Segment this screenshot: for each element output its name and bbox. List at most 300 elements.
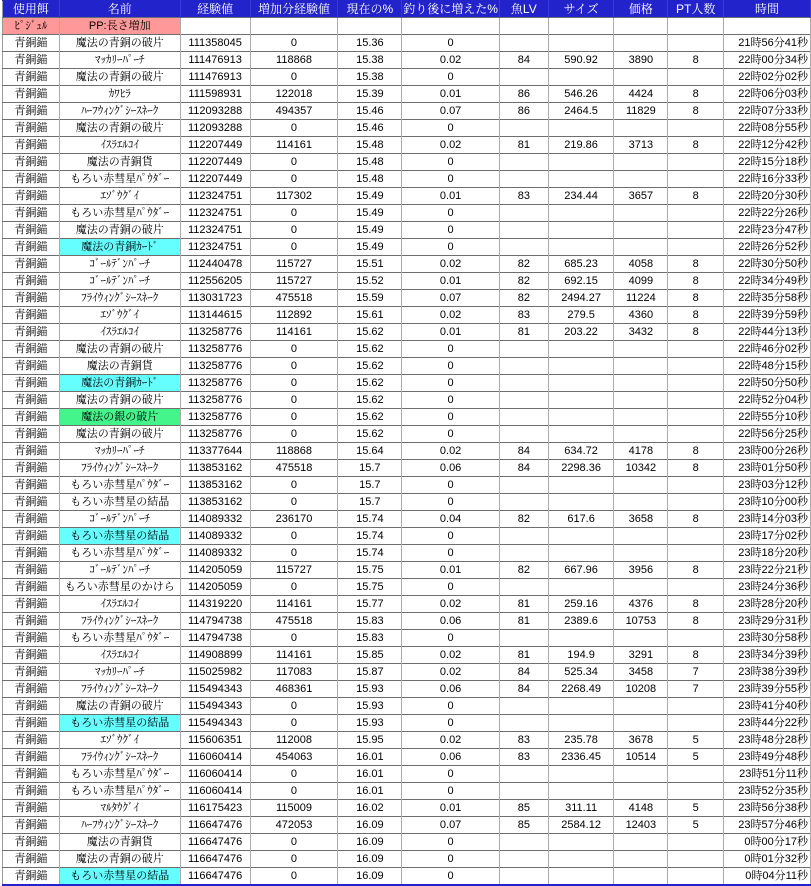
cell-bait[interactable]: 青銅錨 — [3, 528, 60, 545]
cell-name[interactable]: ﾌﾗｲｳｨﾝｸﾞｼｰｽﾈｰｸ — [59, 290, 180, 307]
cell-lv[interactable] — [499, 392, 548, 409]
cell-gainPct[interactable]: 0 — [402, 698, 500, 715]
cell-time[interactable]: 22時22分26秒 — [724, 205, 811, 222]
cell-gain[interactable]: 118868 — [250, 52, 338, 69]
cell-bait[interactable]: 青銅錨 — [3, 86, 60, 103]
cell-size[interactable] — [548, 783, 614, 800]
cell-size[interactable] — [548, 358, 614, 375]
cell-name[interactable]: 魔法の青銅ｶｰﾄﾞ — [59, 239, 180, 256]
cell-gain[interactable]: 0 — [250, 477, 338, 494]
cell-time[interactable]: 0時00分17秒 — [724, 834, 811, 851]
cell-pct[interactable]: 15.48 — [338, 137, 402, 154]
cell-pt[interactable]: 8 — [668, 443, 724, 460]
cell-bait[interactable]: 青銅錨 — [3, 664, 60, 681]
cell-price[interactable] — [614, 205, 668, 222]
cell-time[interactable]: 23時57分46秒 — [724, 817, 811, 834]
cell-gain[interactable]: 454063 — [250, 749, 338, 766]
cell-price[interactable] — [614, 528, 668, 545]
cell-price[interactable] — [614, 868, 668, 886]
cell-lv[interactable] — [499, 154, 548, 171]
cell-time[interactable]: 22時50分50秒 — [724, 375, 811, 392]
cell-size[interactable]: 2584.12 — [548, 817, 614, 834]
cell-time[interactable]: 22時26分52秒 — [724, 239, 811, 256]
cell-price[interactable]: 4360 — [614, 307, 668, 324]
header-time[interactable]: 時間 — [724, 1, 811, 18]
cell-lv[interactable] — [499, 375, 548, 392]
cell-lv[interactable] — [499, 69, 548, 86]
cell-exp[interactable]: 113853162 — [180, 460, 250, 477]
cell-pct[interactable]: 16.09 — [338, 834, 402, 851]
cell-lv[interactable] — [499, 409, 548, 426]
cell-gainPct[interactable]: 0.01 — [402, 800, 500, 817]
cell-name[interactable]: ｶﾜﾋﾗ — [59, 86, 180, 103]
cell-lv[interactable]: 86 — [499, 103, 548, 120]
cell-bait[interactable]: 青銅錨 — [3, 120, 60, 137]
cell-pct[interactable]: 16.01 — [338, 783, 402, 800]
cell-lv[interactable]: 81 — [499, 596, 548, 613]
cell-size[interactable]: 2389.6 — [548, 613, 614, 630]
cell-pct[interactable]: 15.7 — [338, 494, 402, 511]
cell-gain[interactable]: 468361 — [250, 681, 338, 698]
cell-time[interactable]: 22時08分55秒 — [724, 120, 811, 137]
cell-lv[interactable]: 82 — [499, 562, 548, 579]
cell-gainPct[interactable]: 0 — [402, 868, 500, 886]
cell-gain[interactable]: 117083 — [250, 664, 338, 681]
cell-lv[interactable] — [499, 239, 548, 256]
cell-size[interactable] — [548, 494, 614, 511]
cell-bait[interactable]: 青銅錨 — [3, 477, 60, 494]
cell-name[interactable]: ﾏｯｶﾘｰﾊﾟｰﾁ — [59, 664, 180, 681]
cell-price[interactable]: 4099 — [614, 273, 668, 290]
empty-cell[interactable] — [180, 18, 250, 35]
cell-size[interactable]: 235.78 — [548, 732, 614, 749]
cell-pt[interactable]: 8 — [668, 103, 724, 120]
cell-exp[interactable]: 112440478 — [180, 256, 250, 273]
cell-pct[interactable]: 15.49 — [338, 222, 402, 239]
cell-time[interactable]: 22時46分02秒 — [724, 341, 811, 358]
cell-gainPct[interactable]: 0 — [402, 630, 500, 647]
cell-pct[interactable]: 15.51 — [338, 256, 402, 273]
cell-time[interactable]: 0時01分32秒 — [724, 851, 811, 868]
cell-pct[interactable]: 15.62 — [338, 392, 402, 409]
cell-time[interactable]: 23時48分28秒 — [724, 732, 811, 749]
cell-exp[interactable]: 116647476 — [180, 834, 250, 851]
cell-time[interactable]: 22時12分42秒 — [724, 137, 811, 154]
cell-size[interactable]: 634.72 — [548, 443, 614, 460]
header-bait[interactable]: 使用餌 — [3, 1, 60, 18]
cell-name[interactable]: ﾏｯｶﾘｰﾊﾟｰﾁ — [59, 52, 180, 69]
cell-gainPct[interactable]: 0 — [402, 120, 500, 137]
cell-bait[interactable]: 青銅錨 — [3, 732, 60, 749]
cell-pct[interactable]: 15.52 — [338, 273, 402, 290]
cell-size[interactable]: 692.15 — [548, 273, 614, 290]
cell-price[interactable]: 10342 — [614, 460, 668, 477]
cell-exp[interactable]: 114319220 — [180, 596, 250, 613]
cell-exp[interactable]: 116647476 — [180, 817, 250, 834]
cell-name[interactable]: 魔法の青銅の破片 — [59, 69, 180, 86]
cell-exp[interactable]: 112093288 — [180, 120, 250, 137]
cell-gainPct[interactable]: 0 — [402, 409, 500, 426]
cell-gainPct[interactable]: 0.07 — [402, 290, 500, 307]
cell-gainPct[interactable]: 0 — [402, 222, 500, 239]
cell-price[interactable]: 3678 — [614, 732, 668, 749]
cell-name[interactable]: 魔法の青銅の破片 — [59, 851, 180, 868]
cell-bait[interactable]: 青銅錨 — [3, 137, 60, 154]
cell-gainPct[interactable]: 0 — [402, 766, 500, 783]
cell-lv[interactable] — [499, 171, 548, 188]
cell-price[interactable]: 10753 — [614, 613, 668, 630]
cell-name[interactable]: 魔法の青銅の破片 — [59, 341, 180, 358]
cell-size[interactable]: 2298.36 — [548, 460, 614, 477]
cell-pt[interactable] — [668, 868, 724, 886]
cell-bait[interactable]: 青銅錨 — [3, 545, 60, 562]
cell-gain[interactable]: 494357 — [250, 103, 338, 120]
cell-exp[interactable]: 111476913 — [180, 52, 250, 69]
cell-size[interactable] — [548, 341, 614, 358]
header-name[interactable]: 名前 — [59, 1, 180, 18]
cell-name[interactable]: ﾊｰﾌｳｨﾝｸﾞｼｰｽﾈｰｸ — [59, 103, 180, 120]
cell-exp[interactable]: 113258776 — [180, 409, 250, 426]
cell-size[interactable]: 617.6 — [548, 511, 614, 528]
cell-gainPct[interactable]: 0.01 — [402, 562, 500, 579]
cell-gainPct[interactable]: 0.07 — [402, 817, 500, 834]
cell-pt[interactable]: 8 — [668, 613, 724, 630]
cell-gain[interactable]: 0 — [250, 409, 338, 426]
cell-exp[interactable]: 116060414 — [180, 783, 250, 800]
cell-time[interactable]: 23時44分22秒 — [724, 715, 811, 732]
cell-time[interactable]: 22時39分59秒 — [724, 307, 811, 324]
cell-lv[interactable]: 83 — [499, 188, 548, 205]
cell-pt[interactable] — [668, 851, 724, 868]
cell-pct[interactable]: 16.09 — [338, 868, 402, 886]
cell-size[interactable]: 2464.5 — [548, 103, 614, 120]
cell-size[interactable] — [548, 120, 614, 137]
cell-price[interactable] — [614, 545, 668, 562]
cell-pct[interactable]: 15.62 — [338, 409, 402, 426]
cell-pt[interactable] — [668, 579, 724, 596]
cell-pt[interactable]: 5 — [668, 749, 724, 766]
cell-name[interactable]: もろい赤彗星の結晶 — [59, 494, 180, 511]
cell-gainPct[interactable]: 0.06 — [402, 749, 500, 766]
cell-size[interactable] — [548, 171, 614, 188]
cell-exp[interactable]: 113031723 — [180, 290, 250, 307]
cell-pt[interactable]: 8 — [668, 188, 724, 205]
cell-pct[interactable]: 15.7 — [338, 477, 402, 494]
cell-exp[interactable]: 112324751 — [180, 222, 250, 239]
header-gain-pct[interactable]: 釣り後に増えた% — [403, 2, 498, 16]
cell-gain[interactable]: 475518 — [250, 460, 338, 477]
cell-size[interactable]: 2268.49 — [548, 681, 614, 698]
cell-time[interactable]: 22時23分47秒 — [724, 222, 811, 239]
cell-time[interactable]: 22時30分50秒 — [724, 256, 811, 273]
cell-price[interactable]: 11224 — [614, 290, 668, 307]
cell-price[interactable] — [614, 239, 668, 256]
cell-gainPct[interactable]: 0 — [402, 545, 500, 562]
cell-gainPct[interactable]: 0 — [402, 579, 500, 596]
cell-name[interactable]: ｴｿﾞｳｸﾞｲ — [59, 188, 180, 205]
cell-size[interactable] — [548, 579, 614, 596]
empty-cell[interactable] — [724, 18, 811, 35]
cell-size[interactable]: 667.96 — [548, 562, 614, 579]
cell-time[interactable]: 23時39分55秒 — [724, 681, 811, 698]
cell-pt[interactable] — [668, 834, 724, 851]
cell-pt[interactable]: 7 — [668, 681, 724, 698]
cell-lv[interactable] — [499, 630, 548, 647]
cell-gainPct[interactable]: 0 — [402, 171, 500, 188]
cell-name[interactable]: 魔法の青銅の破片 — [59, 392, 180, 409]
cell-lv[interactable]: 82 — [499, 273, 548, 290]
cell-pt[interactable]: 8 — [668, 52, 724, 69]
cell-exp[interactable]: 113377644 — [180, 443, 250, 460]
cell-name[interactable]: ｺﾞｰﾙﾃﾞﾝﾊﾟｰﾁ — [59, 256, 180, 273]
cell-name[interactable]: もろい赤彗星の結晶 — [59, 868, 180, 886]
cell-bait[interactable]: 青銅錨 — [3, 562, 60, 579]
cell-name[interactable]: ｺﾞｰﾙﾃﾞﾝﾊﾟｰﾁ — [59, 273, 180, 290]
cell-gainPct[interactable]: 0.02 — [402, 307, 500, 324]
cell-time[interactable]: 23時56分38秒 — [724, 800, 811, 817]
cell-time[interactable]: 23時49分48秒 — [724, 749, 811, 766]
cell-name[interactable]: ﾌﾗｲｳｨﾝｸﾞｼｰｽﾈｰｸ — [59, 681, 180, 698]
cell-gainPct[interactable]: 0.02 — [402, 256, 500, 273]
cell-gainPct[interactable]: 0.02 — [402, 664, 500, 681]
cell-time[interactable]: 23時28分20秒 — [724, 596, 811, 613]
cell-pct[interactable]: 15.48 — [338, 154, 402, 171]
cell-bait[interactable]: 青銅錨 — [3, 749, 60, 766]
cell-gain[interactable]: 122018 — [250, 86, 338, 103]
cell-pct[interactable]: 15.95 — [338, 732, 402, 749]
cell-time[interactable]: 23時29分31秒 — [724, 613, 811, 630]
cell-exp[interactable]: 112207449 — [180, 171, 250, 188]
cell-gain[interactable]: 0 — [250, 426, 338, 443]
cell-pt[interactable]: 8 — [668, 647, 724, 664]
cell-gain[interactable]: 0 — [250, 154, 338, 171]
cell-name[interactable]: ｺﾞｰﾙﾃﾞﾝﾊﾟｰﾁ — [59, 511, 180, 528]
cell-gain[interactable]: 114161 — [250, 647, 338, 664]
cell-exp[interactable]: 113258776 — [180, 341, 250, 358]
cell-lv[interactable]: 81 — [499, 137, 548, 154]
cell-exp[interactable]: 115494343 — [180, 715, 250, 732]
cell-lv[interactable] — [499, 783, 548, 800]
header-gain[interactable]: 増加分経験値 — [250, 1, 338, 18]
cell-pct[interactable]: 16.09 — [338, 817, 402, 834]
cell-name[interactable]: ｲｽﾗｴﾙｺｲ — [59, 137, 180, 154]
cell-lv[interactable]: 84 — [499, 664, 548, 681]
cell-pt[interactable]: 8 — [668, 562, 724, 579]
cell-bait[interactable]: 青銅錨 — [3, 409, 60, 426]
cell-pt[interactable] — [668, 477, 724, 494]
cell-gainPct[interactable]: 0.06 — [402, 681, 500, 698]
cell-name[interactable]: 魔法の青銅の破片 — [59, 426, 180, 443]
cell-exp[interactable]: 116060414 — [180, 749, 250, 766]
cell-pt[interactable] — [668, 120, 724, 137]
cell-price[interactable]: 11829 — [614, 103, 668, 120]
cell-pct[interactable]: 15.59 — [338, 290, 402, 307]
cell-gainPct[interactable]: 0.06 — [402, 613, 500, 630]
cell-price[interactable]: 3890 — [614, 52, 668, 69]
cell-exp[interactable]: 115494343 — [180, 698, 250, 715]
cell-pt[interactable]: 7 — [668, 664, 724, 681]
cell-gainPct[interactable]: 0 — [402, 154, 500, 171]
cell-gainPct[interactable]: 0 — [402, 69, 500, 86]
cell-gain[interactable]: 0 — [250, 392, 338, 409]
cell-size[interactable] — [548, 851, 614, 868]
cell-name[interactable]: ﾊｰﾌｳｨﾝｸﾞｼｰｽﾈｰｸ — [59, 817, 180, 834]
cell-gainPct[interactable]: 0.02 — [402, 732, 500, 749]
cell-pct[interactable]: 15.93 — [338, 715, 402, 732]
cell-lv[interactable] — [499, 341, 548, 358]
cell-size[interactable]: 525.34 — [548, 664, 614, 681]
cell-gainPct[interactable]: 0 — [402, 392, 500, 409]
cell-gain[interactable]: 472053 — [250, 817, 338, 834]
cell-gain[interactable]: 0 — [250, 494, 338, 511]
cell-lv[interactable]: 83 — [499, 749, 548, 766]
cell-pct[interactable]: 15.36 — [338, 35, 402, 52]
cell-price[interactable]: 4424 — [614, 86, 668, 103]
cell-lv[interactable] — [499, 868, 548, 886]
cell-pt[interactable]: 8 — [668, 596, 724, 613]
cell-pct[interactable]: 15.75 — [338, 579, 402, 596]
cell-price[interactable]: 4148 — [614, 800, 668, 817]
cell-gain[interactable]: 0 — [250, 630, 338, 647]
cell-lv[interactable] — [499, 477, 548, 494]
cell-bait[interactable]: 青銅錨 — [3, 103, 60, 120]
cell-gain[interactable]: 112892 — [250, 307, 338, 324]
cell-size[interactable] — [548, 834, 614, 851]
cell-time[interactable]: 23時30分58秒 — [724, 630, 811, 647]
cell-bait[interactable]: 青銅錨 — [3, 494, 60, 511]
cell-lv[interactable]: 86 — [499, 86, 548, 103]
cell-gain[interactable]: 0 — [250, 120, 338, 137]
cell-time[interactable]: 21時56分41秒 — [724, 35, 811, 52]
cell-size[interactable] — [548, 426, 614, 443]
cell-price[interactable] — [614, 222, 668, 239]
cell-exp[interactable]: 113258776 — [180, 375, 250, 392]
cell-name[interactable]: 魔法の青銅ｶｰﾄﾞ — [59, 375, 180, 392]
cell-pt[interactable]: 8 — [668, 324, 724, 341]
cell-exp[interactable]: 113258776 — [180, 426, 250, 443]
header-pt-count[interactable]: PT人数 — [668, 1, 724, 18]
cell-gain[interactable]: 115009 — [250, 800, 338, 817]
cell-name[interactable]: もろい赤彗星ﾊﾟｳﾀﾞｰ — [59, 783, 180, 800]
cell-gain[interactable]: 0 — [250, 222, 338, 239]
cell-gain[interactable]: 0 — [250, 545, 338, 562]
cell-price[interactable]: 3713 — [614, 137, 668, 154]
cell-bait[interactable]: 青銅錨 — [3, 596, 60, 613]
cell-exp[interactable]: 114794738 — [180, 630, 250, 647]
cell-bait[interactable]: 青銅錨 — [3, 154, 60, 171]
cell-price[interactable] — [614, 120, 668, 137]
cell-time[interactable]: 22時35分58秒 — [724, 290, 811, 307]
cell-gainPct[interactable]: 0 — [402, 358, 500, 375]
cell-gain[interactable]: 0 — [250, 528, 338, 545]
cell-lv[interactable]: 81 — [499, 613, 548, 630]
cell-gain[interactable]: 114161 — [250, 324, 338, 341]
cell-pt[interactable]: 8 — [668, 86, 724, 103]
cell-pt[interactable] — [668, 222, 724, 239]
cell-bait[interactable]: 青銅錨 — [3, 222, 60, 239]
cell-gainPct[interactable]: 0.02 — [402, 647, 500, 664]
cell-exp[interactable]: 114089332 — [180, 545, 250, 562]
cell-pct[interactable]: 15.77 — [338, 596, 402, 613]
cell-bait[interactable]: 青銅錨 — [3, 392, 60, 409]
cell-pt[interactable]: 5 — [668, 732, 724, 749]
pp-bait-cell[interactable]: ﾋﾟｼﾞｭﾙ — [3, 18, 60, 35]
cell-name[interactable]: 魔法の銀の破片 — [59, 409, 180, 426]
cell-pt[interactable] — [668, 392, 724, 409]
cell-price[interactable] — [614, 851, 668, 868]
cell-pt[interactable] — [668, 35, 724, 52]
cell-gain[interactable]: 0 — [250, 868, 338, 886]
cell-name[interactable]: もろい赤彗星の結晶 — [59, 528, 180, 545]
cell-lv[interactable]: 82 — [499, 256, 548, 273]
cell-lv[interactable]: 82 — [499, 290, 548, 307]
cell-lv[interactable] — [499, 222, 548, 239]
cell-exp[interactable]: 111358045 — [180, 35, 250, 52]
cell-time[interactable]: 23時38分39秒 — [724, 664, 811, 681]
cell-gain[interactable]: 0 — [250, 375, 338, 392]
cell-price[interactable] — [614, 409, 668, 426]
cell-exp[interactable]: 116647476 — [180, 868, 250, 886]
cell-price[interactable] — [614, 494, 668, 511]
cell-size[interactable] — [548, 477, 614, 494]
cell-gain[interactable]: 115727 — [250, 273, 338, 290]
cell-gainPct[interactable]: 0.01 — [402, 86, 500, 103]
cell-pct[interactable]: 15.83 — [338, 613, 402, 630]
cell-pct[interactable]: 15.62 — [338, 324, 402, 341]
cell-size[interactable] — [548, 409, 614, 426]
cell-size[interactable] — [548, 698, 614, 715]
cell-bait[interactable]: 青銅錨 — [3, 783, 60, 800]
cell-name[interactable]: もろい赤彗星ﾊﾟｳﾀﾞｰ — [59, 171, 180, 188]
cell-pt[interactable] — [668, 154, 724, 171]
cell-lv[interactable] — [499, 494, 548, 511]
cell-bait[interactable]: 青銅錨 — [3, 579, 60, 596]
cell-exp[interactable]: 112324751 — [180, 205, 250, 222]
cell-name[interactable]: ﾏｯｶﾘｰﾊﾟｰﾁ — [59, 443, 180, 460]
cell-gainPct[interactable]: 0.01 — [402, 188, 500, 205]
cell-pt[interactable] — [668, 766, 724, 783]
cell-time[interactable]: 23時01分50秒 — [724, 460, 811, 477]
cell-gainPct[interactable]: 0.07 — [402, 103, 500, 120]
cell-price[interactable] — [614, 766, 668, 783]
cell-bait[interactable]: 青銅錨 — [3, 868, 60, 886]
cell-pct[interactable]: 15.48 — [338, 171, 402, 188]
cell-gain[interactable]: 114161 — [250, 596, 338, 613]
cell-gain[interactable]: 0 — [250, 834, 338, 851]
cell-name[interactable]: 魔法の青銅貨 — [59, 358, 180, 375]
cell-lv[interactable]: 85 — [499, 800, 548, 817]
cell-pct[interactable]: 15.62 — [338, 426, 402, 443]
cell-lv[interactable] — [499, 715, 548, 732]
cell-time[interactable]: 23時14分03秒 — [724, 511, 811, 528]
cell-pct[interactable]: 16.02 — [338, 800, 402, 817]
cell-gain[interactable]: 0 — [250, 715, 338, 732]
cell-pt[interactable]: 5 — [668, 817, 724, 834]
cell-bait[interactable]: 青銅錨 — [3, 647, 60, 664]
cell-size[interactable] — [548, 154, 614, 171]
cell-time[interactable]: 23時22分21秒 — [724, 562, 811, 579]
cell-exp[interactable]: 113144615 — [180, 307, 250, 324]
cell-pct[interactable]: 15.74 — [338, 545, 402, 562]
cell-bait[interactable]: 青銅錨 — [3, 273, 60, 290]
cell-price[interactable]: 3658 — [614, 511, 668, 528]
cell-bait[interactable]: 青銅錨 — [3, 256, 60, 273]
cell-lv[interactable] — [499, 766, 548, 783]
cell-exp[interactable]: 113258776 — [180, 324, 250, 341]
cell-bait[interactable]: 青銅錨 — [3, 460, 60, 477]
cell-bait[interactable]: 青銅錨 — [3, 715, 60, 732]
cell-time[interactable]: 22時44分13秒 — [724, 324, 811, 341]
